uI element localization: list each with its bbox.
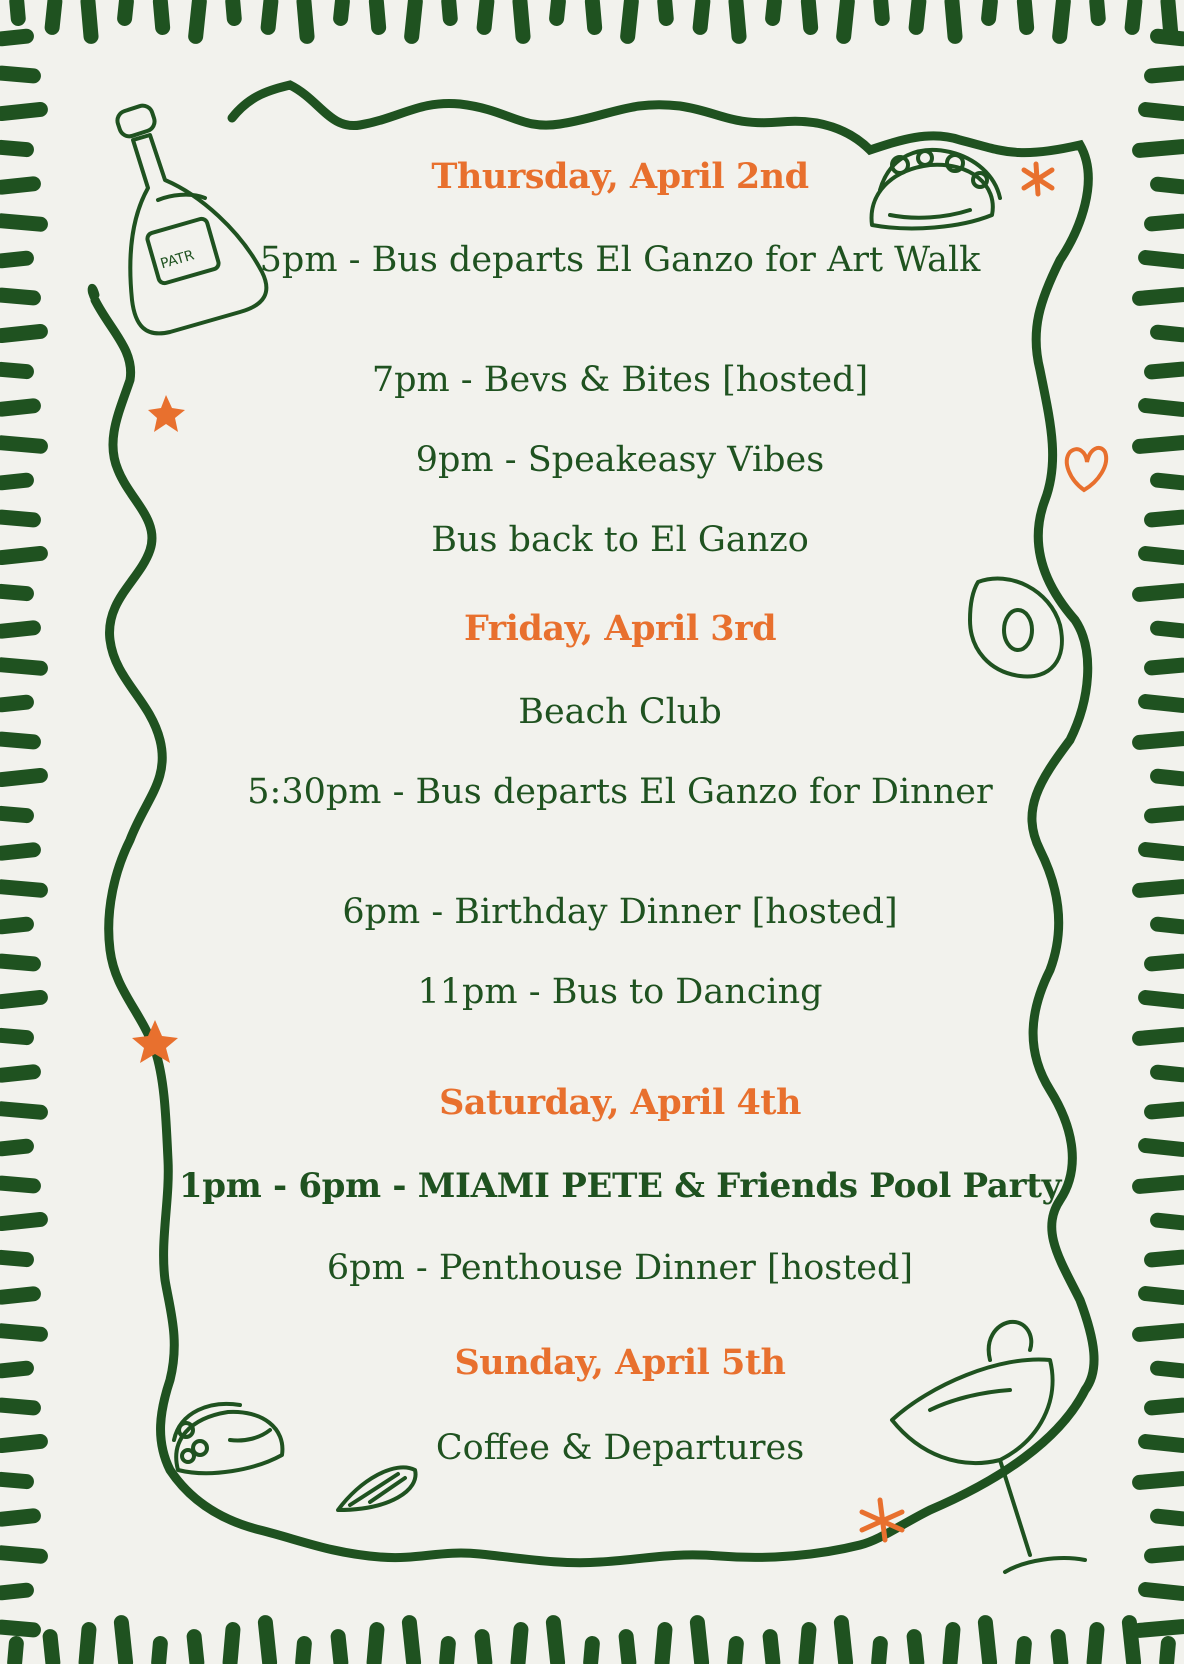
brush-stroke — [548, 0, 566, 27]
brush-stroke — [80, 0, 99, 45]
brush-stroke — [0, 1064, 42, 1084]
brush-stroke — [1131, 139, 1184, 159]
brush-stroke — [0, 1471, 35, 1489]
brush-stroke — [260, 0, 279, 36]
brush-stroke — [0, 842, 42, 862]
brush-stroke — [1143, 65, 1184, 84]
brush-stroke — [0, 65, 42, 84]
brush-stroke — [0, 1101, 49, 1121]
brush-stroke — [0, 472, 35, 491]
brush-stroke — [1149, 1212, 1184, 1231]
brush-stroke — [225, 0, 243, 27]
tequila-bottle-icon — [115, 103, 267, 333]
schedule-item: 7pm - Bevs & Bites [hosted] — [371, 360, 869, 400]
brush-stroke — [368, 0, 387, 36]
brush-stroke — [512, 0, 531, 45]
brush-stroke — [474, 1628, 493, 1664]
brush-stroke — [0, 213, 49, 233]
brush-stroke — [1131, 287, 1184, 307]
brush-stroke — [0, 28, 35, 47]
brush-stroke — [42, 1628, 61, 1664]
brush-stroke — [0, 1027, 35, 1045]
brush-stroke — [0, 1545, 49, 1565]
brush-stroke — [0, 1433, 49, 1454]
brush-stroke — [1149, 472, 1184, 491]
bottle-label-text: PATR — [158, 247, 197, 273]
schedule-item: 9pm - Speakeasy Vibes — [415, 440, 825, 480]
brush-stroke — [0, 250, 35, 269]
day-heading-friday: Friday, April 3rd — [463, 608, 777, 649]
brush-stroke — [1143, 213, 1184, 232]
brush-stroke — [257, 1614, 278, 1664]
brush-stroke — [583, 1635, 601, 1664]
brush-stroke — [295, 1635, 313, 1664]
brush-stroke — [296, 0, 315, 45]
brush-stroke — [0, 879, 49, 899]
lime-wedge-icon — [338, 1467, 416, 1510]
brush-stroke — [187, 0, 207, 45]
brush-stroke — [401, 1614, 422, 1664]
schedule-item: 5pm - Bus departs El Ganzo for Art Walk — [259, 240, 981, 280]
brush-stroke — [44, 0, 63, 36]
brush-stroke — [151, 1635, 169, 1664]
brush-stroke — [0, 435, 49, 455]
brush-stroke — [1143, 1101, 1184, 1120]
day-heading-thursday: Thursday, April 2nd — [431, 156, 809, 197]
brush-stroke — [1143, 361, 1184, 380]
brush-stroke — [1131, 1175, 1184, 1195]
wavy-frame-tail — [91, 287, 96, 300]
brush-stroke — [0, 1286, 42, 1306]
brush-stroke — [0, 398, 42, 418]
brush-stroke — [1121, 1614, 1142, 1664]
brush-stroke — [1149, 620, 1184, 639]
brush-stroke — [1131, 731, 1184, 751]
brush-stroke — [1137, 1581, 1184, 1601]
brush-stroke — [366, 1621, 385, 1664]
day-heading-sunday: Sunday, April 5th — [454, 1342, 786, 1383]
brush-stroke — [1143, 657, 1184, 676]
brush-stroke — [1143, 509, 1184, 528]
brush-stroke — [1124, 0, 1143, 36]
schedule-item: 11pm - Bus to Dancing — [417, 972, 823, 1012]
brush-stroke — [1137, 989, 1184, 1009]
brush-stroke — [0, 287, 42, 306]
brush-stroke — [1137, 1137, 1184, 1157]
brush-stroke — [835, 0, 855, 45]
brush-stroke — [0, 953, 42, 972]
brush-stroke — [980, 0, 998, 27]
brush-stroke — [1131, 435, 1184, 455]
brush-stroke — [152, 0, 171, 36]
brush-stroke — [0, 361, 35, 379]
brush-stroke — [833, 1614, 854, 1664]
day-heading-saturday: Saturday, April 4th — [439, 1082, 801, 1123]
brush-stroke — [1015, 1635, 1033, 1664]
brush-stroke — [1016, 0, 1035, 36]
brush-stroke — [1137, 545, 1184, 565]
brush-stroke — [0, 620, 42, 640]
brush-stroke — [654, 1621, 673, 1664]
brush-stroke — [403, 0, 423, 45]
brush-stroke — [0, 805, 35, 823]
brush-stroke — [1086, 1621, 1105, 1664]
brush-stroke — [619, 0, 639, 45]
brush-stroke — [1149, 1508, 1184, 1527]
brush-stroke — [689, 1614, 710, 1664]
brush-stroke — [0, 583, 35, 601]
brush-stroke — [906, 1628, 925, 1664]
brush-stroke — [0, 989, 49, 1010]
brush-stroke — [186, 1628, 205, 1664]
heart-icon — [1067, 448, 1106, 490]
star-icon — [148, 395, 185, 432]
brush-stroke — [728, 0, 747, 45]
schedule-item: 5:30pm - Bus departs El Ganzo for Dinner — [247, 772, 993, 812]
brush-stroke — [908, 0, 927, 36]
brush-stroke — [9, 0, 27, 27]
brush-stroke — [800, 0, 819, 36]
brush-stroke — [1149, 768, 1184, 787]
brush-stroke — [618, 1628, 637, 1664]
brush-stroke — [1131, 1323, 1184, 1343]
brush-stroke — [0, 139, 35, 157]
brush-stroke — [1131, 583, 1184, 603]
brush-stroke — [0, 1619, 42, 1638]
brush-stroke — [944, 0, 963, 45]
brush-stroke — [873, 0, 891, 27]
brush-stroke — [871, 1635, 889, 1664]
brush-stroke — [439, 1635, 457, 1664]
brush-stroke — [476, 0, 495, 36]
brush-stroke — [0, 1397, 42, 1416]
brush-stroke — [510, 1621, 529, 1664]
brush-stroke — [545, 1614, 566, 1664]
brush-stroke — [0, 767, 49, 788]
brush-stroke — [1149, 324, 1184, 343]
brush-stroke — [942, 1621, 961, 1664]
brush-stroke — [764, 0, 782, 27]
brush-stroke — [1149, 1360, 1184, 1379]
brush-stroke — [692, 0, 711, 36]
brush-stroke — [222, 1621, 241, 1664]
brush-stroke — [1149, 176, 1184, 195]
brush-stroke — [441, 0, 459, 27]
brush-stroke — [7, 1635, 25, 1664]
brush-stroke — [1137, 101, 1184, 121]
schedule-item: Beach Club — [518, 692, 722, 732]
brush-stroke — [0, 1360, 35, 1379]
brush-stroke — [0, 176, 42, 196]
brush-stroke — [1149, 1064, 1184, 1083]
brush-stroke — [1143, 805, 1184, 824]
brush-stroke — [0, 916, 35, 935]
brush-stroke — [0, 323, 49, 344]
brush-stroke — [0, 657, 49, 677]
schedule-item: 6pm - Penthouse Dinner [hosted] — [326, 1248, 914, 1288]
brush-stroke — [584, 0, 603, 36]
schedule-item: 6pm - Birthday Dinner [hosted] — [342, 892, 898, 932]
brush-stroke — [1137, 1285, 1184, 1305]
brush-stroke — [330, 1628, 349, 1664]
brush-stroke — [0, 1249, 35, 1267]
brush-stroke — [1149, 916, 1184, 935]
brush-stroke — [1143, 1249, 1184, 1268]
brush-stroke — [0, 1508, 42, 1528]
brush-stroke — [1143, 953, 1184, 972]
brush-stroke — [727, 1635, 745, 1664]
brush-stroke — [1137, 693, 1184, 713]
brush-stroke — [0, 509, 42, 528]
brush-stroke — [0, 545, 49, 566]
star-icon — [862, 1500, 902, 1540]
brush-stroke — [657, 0, 675, 27]
brush-stroke — [0, 1211, 49, 1232]
brush-stroke — [1143, 1397, 1184, 1416]
brush-stroke — [0, 1138, 35, 1157]
brush-stroke — [1050, 1628, 1069, 1664]
brush-stroke — [1137, 841, 1184, 861]
brush-stroke — [0, 694, 35, 713]
brush-stroke — [798, 1621, 817, 1664]
brush-stroke — [1131, 1027, 1184, 1047]
brush-stroke — [1131, 1471, 1184, 1491]
brush-stroke — [977, 1614, 998, 1664]
schedule-item: Coffee & Departures — [435, 1428, 805, 1468]
brush-stroke — [0, 1323, 49, 1343]
brush-stroke — [113, 1614, 134, 1664]
brush-stroke — [1143, 1545, 1184, 1564]
brush-stroke — [332, 0, 350, 27]
brush-stroke — [0, 1582, 35, 1601]
brush-stroke — [1159, 1635, 1177, 1664]
brush-stroke — [1131, 879, 1184, 899]
brush-stroke — [0, 731, 42, 750]
brush-stroke — [1131, 1619, 1184, 1639]
schedule-item: Bus back to El Ganzo — [431, 520, 809, 560]
brush-stroke — [1149, 28, 1184, 47]
brush-stroke — [1051, 0, 1071, 45]
brush-stroke — [0, 1175, 42, 1194]
brush-stroke — [1137, 1433, 1184, 1453]
brush-stroke — [1137, 249, 1184, 269]
schedule-item-highlight: 1pm - 6pm - MIAMI PETE & Friends Pool Party — [178, 1166, 1062, 1206]
brush-stroke — [116, 0, 134, 27]
brush-stroke — [1137, 397, 1184, 417]
brush-stroke — [762, 1628, 781, 1664]
brush-stroke — [1089, 0, 1107, 27]
brush-stroke — [0, 101, 49, 122]
brush-stroke — [78, 1621, 97, 1664]
